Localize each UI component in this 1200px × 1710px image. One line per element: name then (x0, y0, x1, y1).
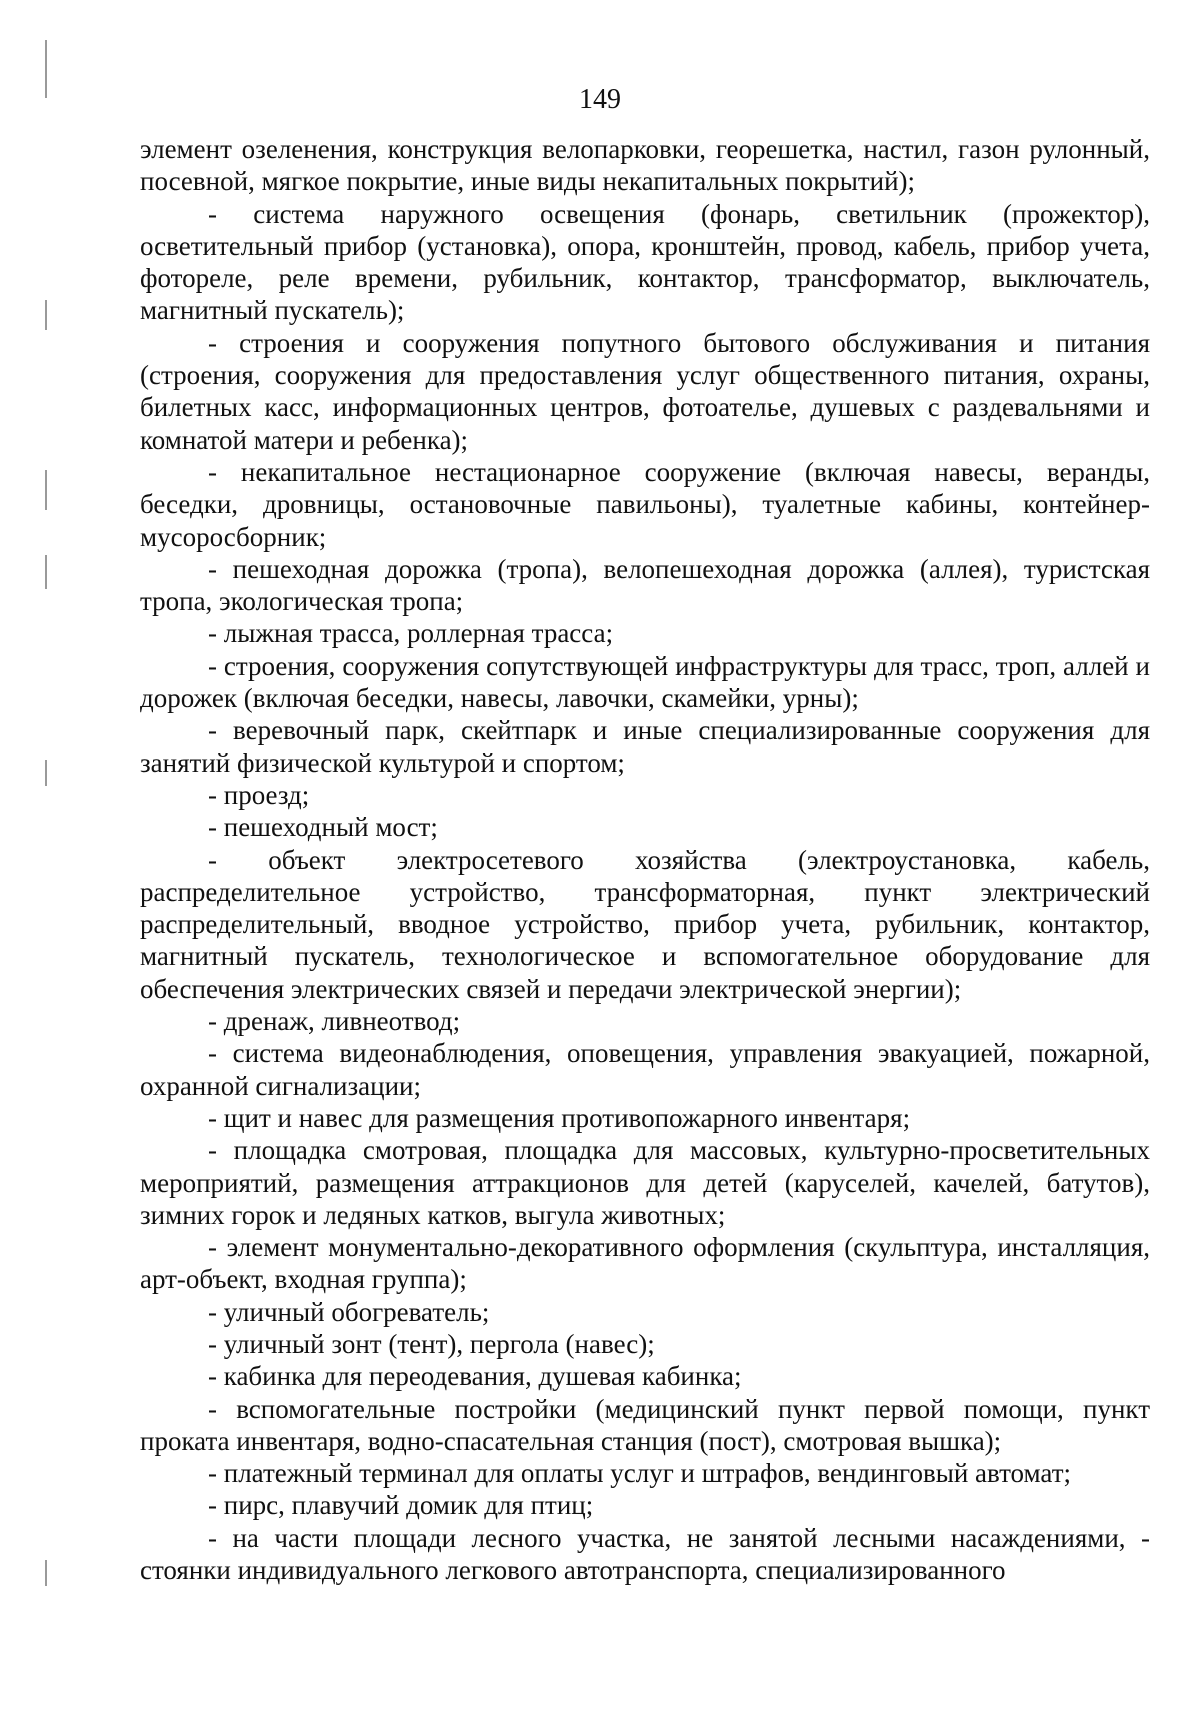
page-number: 149 (579, 84, 621, 115)
list-item: - платежный терминал для оплаты услуг и штрафов, вендинговый автомат; (208, 1458, 1072, 1489)
list-item: - кабинка для переодевания, душевая кабинка; (208, 1361, 742, 1392)
list-item: - элемент монументально-декоративного оформления (скульптура, инсталляция, арт-объект, входная группа); (140, 1232, 1150, 1295)
list-item: - система видеонаблюдения, оповещения, управления эвакуацией, пожарной, охранной сигнализации; (140, 1038, 1150, 1101)
list-item: - уличный зонт (тент), пергола (навес); (208, 1328, 655, 1359)
list-item: - строения и сооружения попутного бытового обслуживания и питания (строения, сооружения для предоставления услуг общественного питания, охраны, билетных касс, информационных центров, фотоателье, душевых с раздевальнями и комнатой матери и ребенка); (140, 327, 1150, 455)
list-item: - лыжная трасса, роллерная трасса; (208, 618, 614, 649)
list-item: - проезд; (208, 779, 310, 810)
list-item: - площадка смотровая, площадка для массовых, культурно-просветительных мероприятий, размещения аттракционов для детей (каруселей, качелей, батутов), зимних горок и ледяных катков, выгула животных; (140, 1135, 1150, 1230)
document-body (140, 133, 1150, 1586)
list-item: - на части площади лесного участка, не занятой лесными насаждениями, - стоянки индивидуального легкового автотранспорта, специализированного (140, 1522, 1150, 1586)
list-item: - строения, сооружения сопутствующей инфраструктуры для трасс, троп, аллей и дорожек (включая беседки, навесы, лавочки, скамейки, урны); (140, 650, 1150, 714)
list-item: - щит и навес для размещения противопожарного инвентаря; (208, 1102, 911, 1133)
scan-edge-mark (45, 760, 47, 786)
list-item: - вспомогательные постройки (медицинский пункт первой помощи, пункт проката инвентаря, водно-спасательная станция (пост), смотровая вышка); (140, 1393, 1150, 1456)
list-item: - система наружного освещения (фонарь, светильник (прожектор), осветительный прибор (установка), опора, кронштейн, провод, кабель, прибор учета, фотореле, реле времени, рубильник, контактор, трансформатор, выключатель, магнитный пускатель); (140, 198, 1150, 326)
list-item: - дренаж, ливнеотвод; (208, 1006, 461, 1037)
scan-edge-mark (45, 300, 47, 330)
list-item: - объект электросетевого хозяйства (электроустановка, кабель, распределительное устройство, трансформаторная, пункт электрический распределительный, вводное устройство, прибор учета, рубильник, контактор, магнитный пускатель, технологическое и вспомогательное оборудование для обеспечения электрических связей и передачи электрической энергии); (140, 844, 1150, 1004)
scan-edge-mark (45, 470, 47, 510)
list-item: - пешеходный мост; (208, 812, 438, 843)
paragraph: элемент озеленения, конструкция велопарковки, георешетка, настил, газон рулонный, посевной, мягкое покрытие, иные виды некапитальных покрытий); (140, 134, 1150, 197)
list-item: - пирс, плавучий домик для птиц; (208, 1490, 594, 1521)
list-item: - пешеходная дорожка (тропа), велопешеходная дорожка (аллея), туристская тропа, экологическая тропа; (140, 553, 1150, 617)
scan-edge-mark (45, 555, 47, 589)
scan-edge-mark (45, 1560, 47, 1586)
list-item: - уличный обогреватель; (208, 1296, 490, 1327)
list-item: - веревочный парк, скейтпарк и иные специализированные сооружения для занятий физической культурой и спортом; (140, 715, 1150, 778)
list-item: - некапитальное нестационарное сооружение (включая навесы, веранды, беседки, дровницы, остановочные павильоны), туалетные кабины, контейнер-мусоросборник; (140, 456, 1150, 552)
